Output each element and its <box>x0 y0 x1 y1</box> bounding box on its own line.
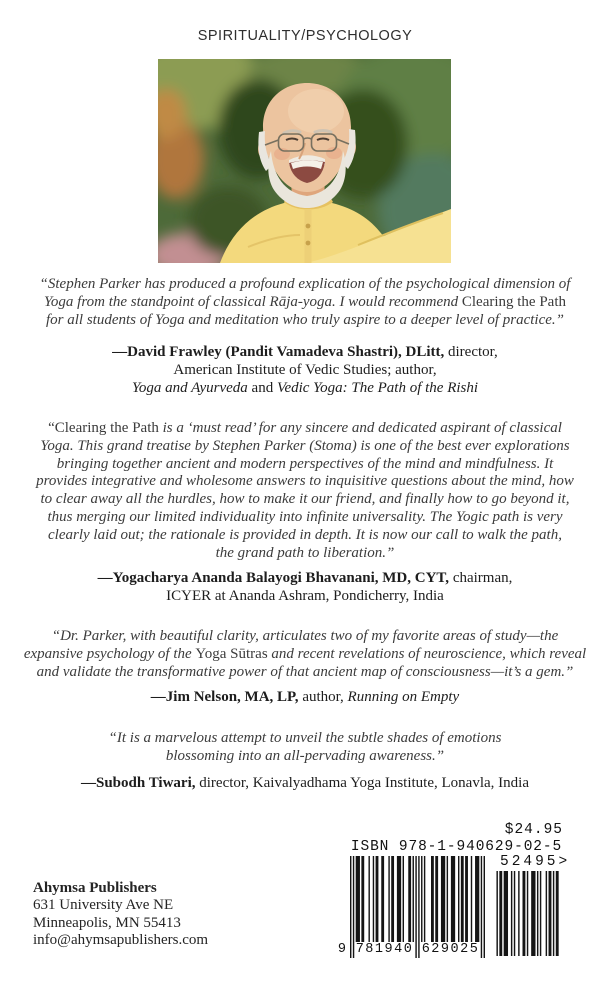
publisher-name: Ahymsa Publishers <box>33 880 157 896</box>
ean5-addon-barcode <box>495 871 563 956</box>
author-photo <box>158 59 451 263</box>
endorsement-quote-1: “Stephen Parker has produced a profound explication of the psychological dimension of Yoga from the standpoint of classical Rāja-yoga. I would recommend Clearing the Path for all students of Yoga and meditation who truly aspire to a deeper level of practice.” <box>39 276 571 328</box>
publisher-block <box>33 880 208 950</box>
endorsement-quote-2: “Clearing the Path is a ‘must read’ for any sincere and dedicated aspirant of classical Yoga. This grand treatise by Stephen Parker (Stoma) is one of the best ever explorations bringing together ancient and modern perspectives of the mind and mindfulness. It provides integrative and wholesome answers to inquisitive questions about the mind, how to clear away all the hurdles, how to make it our friend, and finally how to go beyond it, thus merging our limited individuality into infinite universality. The Yogic path is very clearly laid out; the rationale is provided in depth. It is now our call to walk the path, the grand path to liberation.” <box>36 420 574 561</box>
category-heading: SPIRITUALITY/PSYCHOLOGY <box>197 28 413 44</box>
barcode-digits-left: 781940 <box>355 942 414 957</box>
barcode-lead-digit: 9 <box>337 942 346 957</box>
publisher-address-line1: 631 University Ave NE <box>33 897 174 914</box>
isbn-label: ISBN 978-1-940629-02-5 <box>350 839 563 855</box>
endorsement-attribution-1: —David Frawley (Pandit Vamadeva Shastri), DLitt, director, American Institute of Vedic Studies; author, Yoga and Ayurveda and Vedic Yoga: The Path of the Rishi <box>112 344 498 396</box>
author-photo-image <box>158 59 451 263</box>
barcode-digits-right: 629025 <box>421 942 480 957</box>
endorsement-quote-4: “It is a marvelous attempt to unveil the subtle shades of emotions blossoming into an all-pervading awareness.” <box>108 730 502 764</box>
endorsement-attribution-2: —Yogacharya Ananda Balayogi Bhavanani, MD, CYT, chairman, ICYER at Ananda Ashram, Pondicherry, India <box>97 570 513 604</box>
publisher-email: info@ahymsapublishers.com <box>33 932 209 949</box>
endorsement-quote-3: “Dr. Parker, with beautiful clarity, articulates two of my favorite areas of study—the expansive psychology of the Yoga Sūtras and recent revelations of neuroscience, which reveal and validate the transformative power of that ancient map of consciousness—it’s a gem.” <box>23 628 587 680</box>
publisher-address-line2: Minneapolis, MN 55413 <box>33 914 181 931</box>
endorsement-attribution-3: —Jim Nelson, MA, LP, author, Running on Empty <box>150 689 460 705</box>
price-code-label: 52495> <box>500 854 571 870</box>
price-label: $24.95 <box>504 822 563 838</box>
endorsement-attribution-4: —Subodh Tiwari, director, Kaivalyadhama Yoga Institute, Lonavla, India <box>81 775 529 791</box>
